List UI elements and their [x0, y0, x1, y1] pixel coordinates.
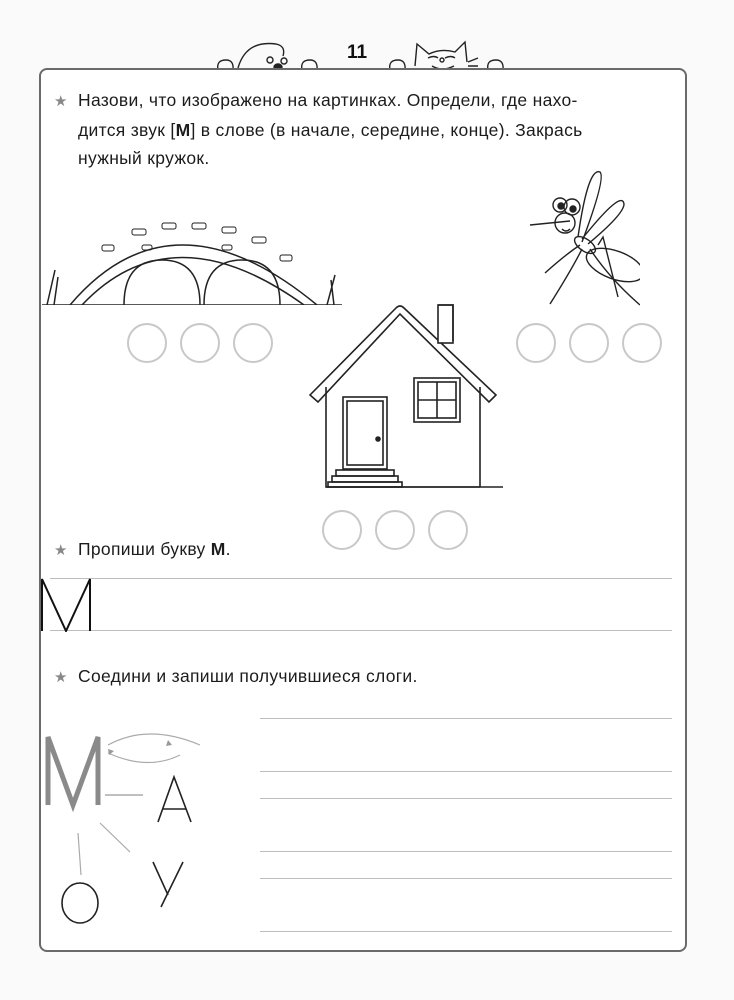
bridge-illustration	[42, 205, 342, 305]
house-circle-middle[interactable]	[375, 510, 415, 550]
mosquito-sound-circles	[516, 323, 662, 363]
mosquito-circle-middle[interactable]	[569, 323, 609, 363]
star-icon: ★	[54, 93, 68, 110]
syllable-diagram	[40, 725, 210, 925]
mosquito-circle-end[interactable]	[622, 323, 662, 363]
house-illustration	[298, 290, 503, 490]
house-circle-end[interactable]	[428, 510, 468, 550]
star-icon: ★	[54, 542, 68, 559]
bridge-circle-middle[interactable]	[180, 323, 220, 363]
syllable-line-3[interactable]	[260, 798, 672, 799]
task1-line1: Назови, что изображено на картинках. Определи, где нахо-	[78, 90, 578, 110]
dog-icon	[218, 44, 317, 71]
task-write-letter	[54, 535, 231, 565]
syllable-line-4[interactable]	[260, 851, 672, 852]
task1-line2-before: дится звук [	[78, 120, 176, 140]
task1-sound-m: М	[175, 120, 191, 140]
syllable-line-1[interactable]	[260, 718, 672, 719]
cat-icon	[390, 42, 503, 70]
bridge-sound-circles	[127, 323, 273, 363]
task-name-pictures	[54, 86, 694, 172]
task1-line3: нужный кружок.	[78, 148, 210, 168]
syllable-line-5[interactable]	[260, 878, 672, 879]
letter-m-grey	[48, 737, 98, 805]
task1-line2-after: ] в слове (в начале, середине, конце). Закрась	[190, 120, 583, 140]
task2-letter: М	[210, 539, 226, 559]
task2-period: .	[225, 539, 231, 559]
task-connect-syllables	[54, 662, 418, 692]
letter-a	[158, 777, 191, 822]
house-sound-circles	[322, 510, 468, 550]
bridge-circle-end[interactable]	[233, 323, 273, 363]
mosquito-circle-start[interactable]	[516, 323, 556, 363]
letter-o	[62, 883, 98, 923]
letter-writing-area[interactable]	[100, 579, 670, 629]
house-circle-start[interactable]	[322, 510, 362, 550]
sample-letter-m	[40, 577, 100, 632]
task3-text: Соедини и запиши получившиеся слоги.	[78, 666, 418, 686]
letter-u	[153, 862, 183, 907]
task2-text: Пропиши букву	[78, 539, 211, 559]
syllable-line-2[interactable]	[260, 771, 672, 772]
bridge-circle-start[interactable]	[127, 323, 167, 363]
mosquito-illustration	[520, 165, 640, 310]
writing-line-bottom	[50, 630, 672, 631]
syllable-line-6[interactable]	[260, 931, 672, 932]
page-number: 11	[346, 42, 368, 63]
star-icon: ★	[54, 669, 68, 686]
